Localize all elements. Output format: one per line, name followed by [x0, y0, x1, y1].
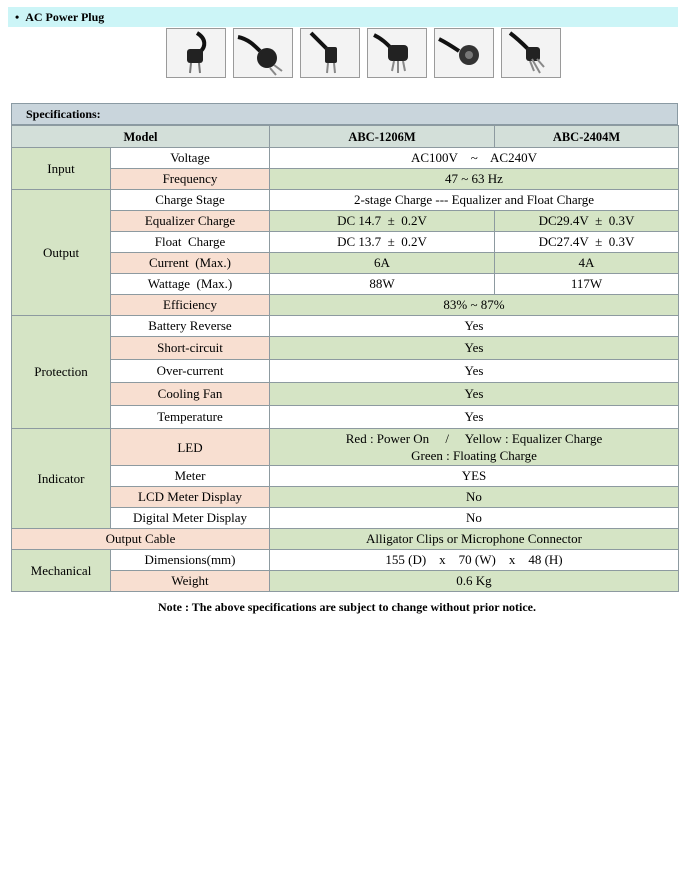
- row-value: 155 (D) x 70 (W) x 48 (H): [270, 550, 679, 571]
- row-value: No: [270, 487, 679, 508]
- row-label: Efficiency: [111, 295, 270, 316]
- row-value-model-1: 88W: [270, 274, 495, 295]
- specifications-table: [11, 125, 679, 592]
- row-value: 2-stage Charge --- Equalizer and Float Charge: [270, 190, 679, 211]
- row-label: Equalizer Charge: [111, 211, 270, 232]
- table-row: [12, 169, 679, 190]
- model-1-header: ABC-1206M: [270, 126, 495, 148]
- model-header: Model: [12, 126, 270, 148]
- led-line-2: Green : Floating Charge: [411, 448, 537, 463]
- table-row: [12, 360, 679, 383]
- led-line-1: Red : Power On / Yellow : Equalizer Charge: [345, 431, 603, 446]
- table-row: [12, 211, 679, 232]
- model-2-header: ABC-2404M: [495, 126, 679, 148]
- row-label: Dimensions(mm): [111, 550, 270, 571]
- specifications-heading: Specifications:: [11, 103, 678, 125]
- disclaimer-note: Note : The above specifications are subject to change without prior notice.: [158, 600, 536, 614]
- row-label: Frequency: [111, 169, 270, 190]
- row-value: Yes: [270, 383, 679, 406]
- table-row: [12, 429, 679, 466]
- specifications-panel: [11, 103, 678, 592]
- row-label: Cooling Fan: [111, 383, 270, 406]
- table-row: [12, 190, 679, 211]
- row-value-model-1: 6A: [270, 253, 495, 274]
- table-row: [12, 232, 679, 253]
- category-mechanical: Mechanical: [12, 550, 111, 592]
- row-value: Yes: [270, 406, 679, 429]
- row-label: Meter: [111, 466, 270, 487]
- plug-type-4-icon: [367, 28, 427, 78]
- category-input: Input: [12, 148, 111, 190]
- plug-type-3-icon: [300, 28, 360, 78]
- row-value: 0.6 Kg: [270, 571, 679, 592]
- row-value: Yes: [270, 360, 679, 383]
- table-row: [12, 466, 679, 487]
- table-row: [12, 148, 679, 169]
- row-label: Weight: [111, 571, 270, 592]
- row-value: Yes: [270, 316, 679, 337]
- row-label: Temperature: [111, 406, 270, 429]
- row-label: Wattage (Max.): [111, 274, 270, 295]
- table-row: [12, 126, 679, 148]
- plug-thumbnails: [166, 28, 561, 78]
- row-value-model-2: DC29.4V ± 0.3V: [495, 211, 679, 232]
- plug-section-title: AC Power Plug: [25, 10, 105, 24]
- table-row: [12, 274, 679, 295]
- table-row: [12, 383, 679, 406]
- plug-type-2-icon: [233, 28, 293, 78]
- category-indicator: Indicator: [12, 429, 111, 529]
- row-value: 47 ~ 63 Hz: [270, 169, 679, 190]
- row-value-model-2: 117W: [495, 274, 679, 295]
- row-label: Charge Stage: [111, 190, 270, 211]
- row-value-model-1: DC 13.7 ± 0.2V: [270, 232, 495, 253]
- row-value: YES: [270, 466, 679, 487]
- led-value: [270, 429, 679, 466]
- row-label: Voltage: [111, 148, 270, 169]
- plug-type-1-icon: [166, 28, 226, 78]
- table-row: [12, 508, 679, 529]
- plug-section-header: [8, 7, 678, 27]
- row-value-model-1: DC 14.7 ± 0.2V: [270, 211, 495, 232]
- table-row: [12, 406, 679, 429]
- table-row: [12, 337, 679, 360]
- row-label: Digital Meter Display: [111, 508, 270, 529]
- row-value: AC100V ~ AC240V: [270, 148, 679, 169]
- row-label: LCD Meter Display: [111, 487, 270, 508]
- row-label: Short-circuit: [111, 337, 270, 360]
- output-cable-label: Output Cable: [12, 529, 270, 550]
- row-label: Float Charge: [111, 232, 270, 253]
- row-value: No: [270, 508, 679, 529]
- plug-type-5-icon: [434, 28, 494, 78]
- category-output: Output: [12, 190, 111, 316]
- row-value-model-2: DC27.4V ± 0.3V: [495, 232, 679, 253]
- row-label: Current (Max.): [111, 253, 270, 274]
- row-value: Alligator Clips or Microphone Connector: [270, 529, 679, 550]
- table-row: [12, 253, 679, 274]
- table-row: [12, 571, 679, 592]
- row-label: LED: [111, 429, 270, 466]
- table-row: [12, 295, 679, 316]
- row-value: Yes: [270, 337, 679, 360]
- row-value: 83% ~ 87%: [270, 295, 679, 316]
- row-value-model-2: 4A: [495, 253, 679, 274]
- category-protection: Protection: [12, 316, 111, 429]
- table-row: [12, 529, 679, 550]
- row-label: Battery Reverse: [111, 316, 270, 337]
- plug-type-6-icon: [501, 28, 561, 78]
- table-row: [12, 550, 679, 571]
- row-label: Over-current: [111, 360, 270, 383]
- table-row: [12, 487, 679, 508]
- table-row: [12, 316, 679, 337]
- bullet: •: [15, 10, 20, 24]
